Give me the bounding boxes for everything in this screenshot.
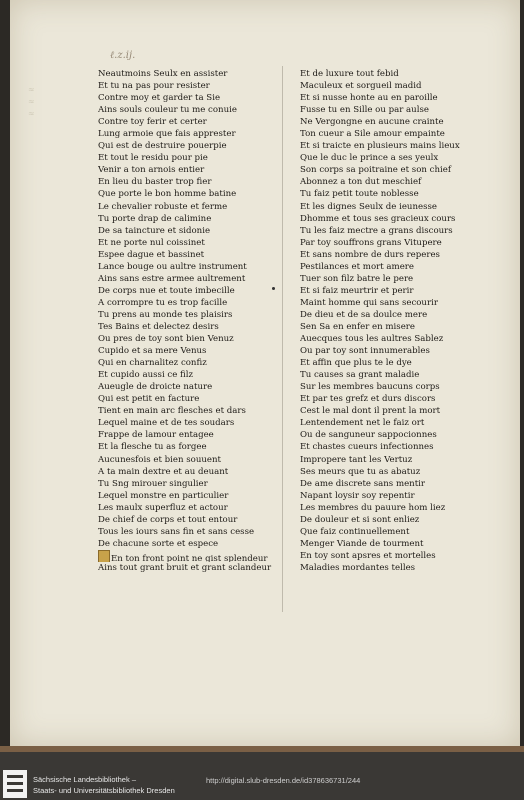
verse-text: Abonnez a ton dut meschief (300, 177, 422, 188)
verse-text: Maint homme qui sans secourir (300, 297, 438, 308)
verse-text: De chacune sorte et espece (98, 538, 219, 549)
verse-text: Tu porte drap de calimine (98, 213, 212, 224)
verse-line (98, 478, 276, 490)
verse-text: Par toy souffrons grans Vitupere (300, 237, 442, 248)
verse-text: Lequel monstre en particulier (98, 490, 229, 501)
verse-text: Aueugle de droicte nature (98, 382, 213, 393)
verse-line (98, 152, 276, 164)
verse-line (98, 128, 276, 140)
verse-text: Espee dague et bassinet (98, 249, 205, 260)
verse-line (300, 164, 470, 176)
verse-text: De ame discrete sans mentir (300, 478, 426, 489)
verse-line (98, 381, 276, 393)
verse-text: Et tu na pas pour resister (98, 81, 210, 92)
verse-line (300, 128, 470, 140)
verse-text: Et les dignes Seulx de ieunesse (300, 201, 437, 212)
verse-text: Frappe de lamour entagee (98, 430, 214, 441)
verse-line (98, 526, 276, 538)
verse-line (98, 297, 276, 309)
verse-line (98, 441, 276, 453)
verse-text: Fusse tu en Sille ou par aulse (300, 105, 429, 116)
manuscript-page (10, 0, 520, 746)
verse-text: En lieu du baster trop fier (98, 177, 212, 188)
verse-text: Dhomme et tous ses gracieux cours (300, 213, 456, 224)
verse-line (300, 188, 470, 200)
verse-line (300, 213, 470, 225)
verse-line (300, 273, 470, 285)
decorated-initial (98, 550, 110, 562)
verse-text: Et la flesche tu as forgee (98, 442, 207, 453)
verse-text: Auecques tous les aultres Sablez (300, 334, 444, 345)
verse-line (98, 490, 276, 502)
verse-line (98, 562, 276, 574)
verse-line (300, 201, 470, 213)
verse-text: Tuer son filz batre le pere (300, 273, 414, 284)
verse-text: Et si traicte en plusieurs mains lieux (300, 141, 460, 152)
verse-text: Ton cueur a Sile amour empainte (300, 129, 445, 140)
verse-line (300, 429, 470, 441)
verse-text: Tu faiz petit toute noblesse (300, 189, 419, 200)
verse-line (300, 140, 470, 152)
verse-text: Ou de sanguneur sappocionnes (300, 430, 437, 441)
verse-text: Que faiz continuellement (300, 526, 410, 537)
verse-line (98, 466, 276, 478)
verse-line (300, 321, 470, 333)
verse-text: Sen Sa en enfer en misere (300, 321, 416, 332)
verse-line (300, 357, 470, 369)
verse-text: Les maulx superfluz et actour (98, 502, 228, 513)
verse-line (300, 405, 470, 417)
verse-line (98, 140, 276, 152)
verse-line (98, 80, 276, 92)
verse-text: De corps nue et toute imbecille (98, 285, 235, 296)
verse-line (98, 502, 276, 514)
verse-text: Aucunesfois et bien souuent (98, 454, 221, 465)
verse-line (300, 381, 470, 393)
verse-line (300, 249, 470, 261)
verse-text: Et cupido aussi ce filz (98, 370, 194, 381)
verse-line (300, 116, 470, 128)
verse-text: Cupido et sa mere Venus (98, 346, 207, 357)
verse-line (300, 454, 470, 466)
institution-name-line1: Sächsische Landesbibliothek – (33, 775, 136, 784)
verse-line (300, 333, 470, 345)
verse-line (300, 490, 470, 502)
verse-text: Venir a ton arnois entier (98, 165, 205, 176)
permalink-url[interactable]: http://digital.slub-dresden.de/id378636731/244 (206, 776, 361, 785)
verse-line (98, 345, 276, 357)
verse-text: Et si nusse honte au en paroille (300, 93, 438, 104)
verse-text: Tes Bains et delectez desirs (98, 321, 219, 332)
verse-line (300, 514, 470, 526)
verse-text: A ta main dextre et au deuant (98, 466, 229, 477)
verse-text: De dieu et de sa doulce mere (300, 309, 428, 320)
verse-line (300, 261, 470, 273)
verse-text: Ses meurs que tu as abatuz (300, 466, 421, 477)
verse-line (98, 261, 276, 273)
verse-line (98, 369, 276, 381)
verse-text: Et ne porte nul coissinet (98, 237, 205, 248)
library-logo (3, 770, 27, 798)
verse-text: Ou pres de toy sont bien Venuz (98, 334, 234, 345)
verse-line (300, 478, 470, 490)
verse-text: Tu prens au monde tes plaisirs (98, 309, 233, 320)
verse-text: Menger Viande de tourment (300, 538, 424, 549)
verse-text: Napant loysir soy repentir (300, 490, 415, 501)
verse-text: A corrompre tu es trop facille (98, 297, 228, 308)
verse-line (98, 357, 276, 369)
verse-line (300, 502, 470, 514)
column-divider (282, 66, 283, 612)
verse-line (98, 309, 276, 321)
verse-text: Qui en charnalitez confiz (98, 358, 207, 369)
verse-line (300, 393, 470, 405)
verse-text: Que porte le bon homme batine (98, 189, 237, 200)
verse-line (98, 249, 276, 261)
right-text-column (300, 68, 470, 574)
verse-line (98, 454, 276, 466)
verse-line (300, 104, 470, 116)
verse-text: Ne Vergongne en aucune crainte (300, 117, 444, 128)
verse-text: Et chastes cueurs infectionnes (300, 442, 434, 453)
verse-text: Contre toy ferir et certer (98, 117, 207, 128)
verse-text: Qui est petit en facture (98, 394, 200, 405)
verse-text: Cest le mal dont il prent la mort (300, 406, 441, 417)
verse-line (98, 333, 276, 345)
verse-text: Tu les faiz mectre a grans discours (300, 225, 453, 236)
verse-line (300, 225, 470, 237)
verse-line (300, 68, 470, 80)
verse-text: Lung armoie que fais apprester (98, 129, 236, 140)
verse-text: Et si faiz meurtrir et perir (300, 285, 414, 296)
verse-line (300, 345, 470, 357)
verse-line (98, 164, 276, 176)
verse-text: Tu causes sa grant maladie (300, 370, 420, 381)
verse-text: De chief de corps et tout entour (98, 514, 238, 525)
verse-text: En toy sont apsres et mortelles (300, 550, 436, 561)
verse-line (300, 466, 470, 478)
verse-line (98, 237, 276, 249)
verse-text: Pestilances et mort amere (300, 261, 414, 272)
verse-line (98, 213, 276, 225)
verse-text: Et affin que plus te le dye (300, 358, 412, 369)
verse-text: Ains souls couleur tu me conuie (98, 105, 237, 116)
verse-text: Qui est de destruire pouerpie (98, 141, 227, 152)
verse-line (98, 225, 276, 237)
verse-text: Ou par toy sont innumerables (300, 346, 430, 357)
left-text-column (98, 68, 276, 574)
verse-text: Et par tes grefz et durs discors (300, 394, 436, 405)
verse-line (300, 562, 470, 574)
verse-line (300, 285, 470, 297)
verse-line (300, 92, 470, 104)
verse-text: Son corps sa poitraine et son chief (300, 165, 452, 176)
verse-text: Le chevalier robuste et ferme (98, 201, 228, 212)
verse-text: De douleur et si sont enliez (300, 514, 420, 525)
verse-text: Contre moy et garder ta Sie (98, 93, 221, 104)
verse-text: Lentendement net le faiz ort (300, 418, 425, 429)
bleed-through-text: ≈ ≈ ≈ (28, 85, 35, 118)
verse-line (98, 405, 276, 417)
verse-text: Maculeux et sorgueil madid (300, 81, 422, 92)
verse-line (98, 429, 276, 441)
verse-line (300, 441, 470, 453)
verse-text: Ains tout grant bruit et grant sclandeur (98, 562, 272, 573)
verse-line (98, 176, 276, 188)
verse-text: Tu Sng mirouer singulier (98, 478, 208, 489)
verse-line (300, 176, 470, 188)
verse-text: En ton front point ne gist splendeur (111, 553, 268, 562)
verse-text: Lance bouge ou aultre instrument (98, 261, 247, 272)
verse-text: Impropere tant les Vertuz (300, 454, 413, 465)
verse-line (98, 321, 276, 333)
verse-text: Et sans nombre de durs reperes (300, 249, 440, 260)
verse-line (300, 237, 470, 249)
verse-line (98, 273, 276, 285)
verse-text: Sur les membres baucuns corps (300, 382, 440, 393)
verse-text: Maladies mordantes telles (300, 562, 416, 573)
verse-line (98, 104, 276, 116)
verse-line (300, 538, 470, 550)
verse-text: Neautmoins Seulx en assister (98, 69, 228, 79)
verse-line (98, 417, 276, 429)
verse-line (300, 526, 470, 538)
verse-line (98, 285, 276, 297)
verse-line (300, 309, 470, 321)
verse-line (98, 393, 276, 405)
verse-text: Et de luxure tout febid (300, 69, 399, 79)
verse-line (98, 92, 276, 104)
verse-line (300, 297, 470, 309)
verse-text: Les membres du pauure hom liez (300, 502, 446, 513)
verse-line (98, 68, 276, 80)
verse-text: Tous les iours sans fin et sans cesse (98, 526, 255, 537)
verse-text: De sa taincture et sidonie (98, 225, 211, 236)
verse-text: Que le duc le prince a ses yeulx (300, 153, 439, 164)
verse-text: Lequel maine et de tes soudars (98, 418, 235, 429)
verse-line (98, 188, 276, 200)
verse-line (300, 550, 470, 562)
verse-line (300, 80, 470, 92)
page-signature-mark: ℓ.z.ij. (110, 50, 136, 61)
verse-line (98, 514, 276, 526)
verse-line (300, 417, 470, 429)
verse-text: Tient en main arc flesches et dars (98, 406, 246, 417)
institution-name-line2: Staats- und Universitätsbibliothek Dresden (33, 786, 175, 795)
verse-text: Et tout le residu pour pie (98, 153, 208, 164)
verse-line (300, 152, 470, 164)
verse-line (98, 201, 276, 213)
verse-line (98, 116, 276, 128)
verse-line (98, 538, 276, 550)
verse-line (300, 369, 470, 381)
verse-text: Ains sans estre armee aultrement (98, 273, 246, 284)
verse-line (98, 550, 276, 562)
ink-blot (272, 287, 275, 290)
